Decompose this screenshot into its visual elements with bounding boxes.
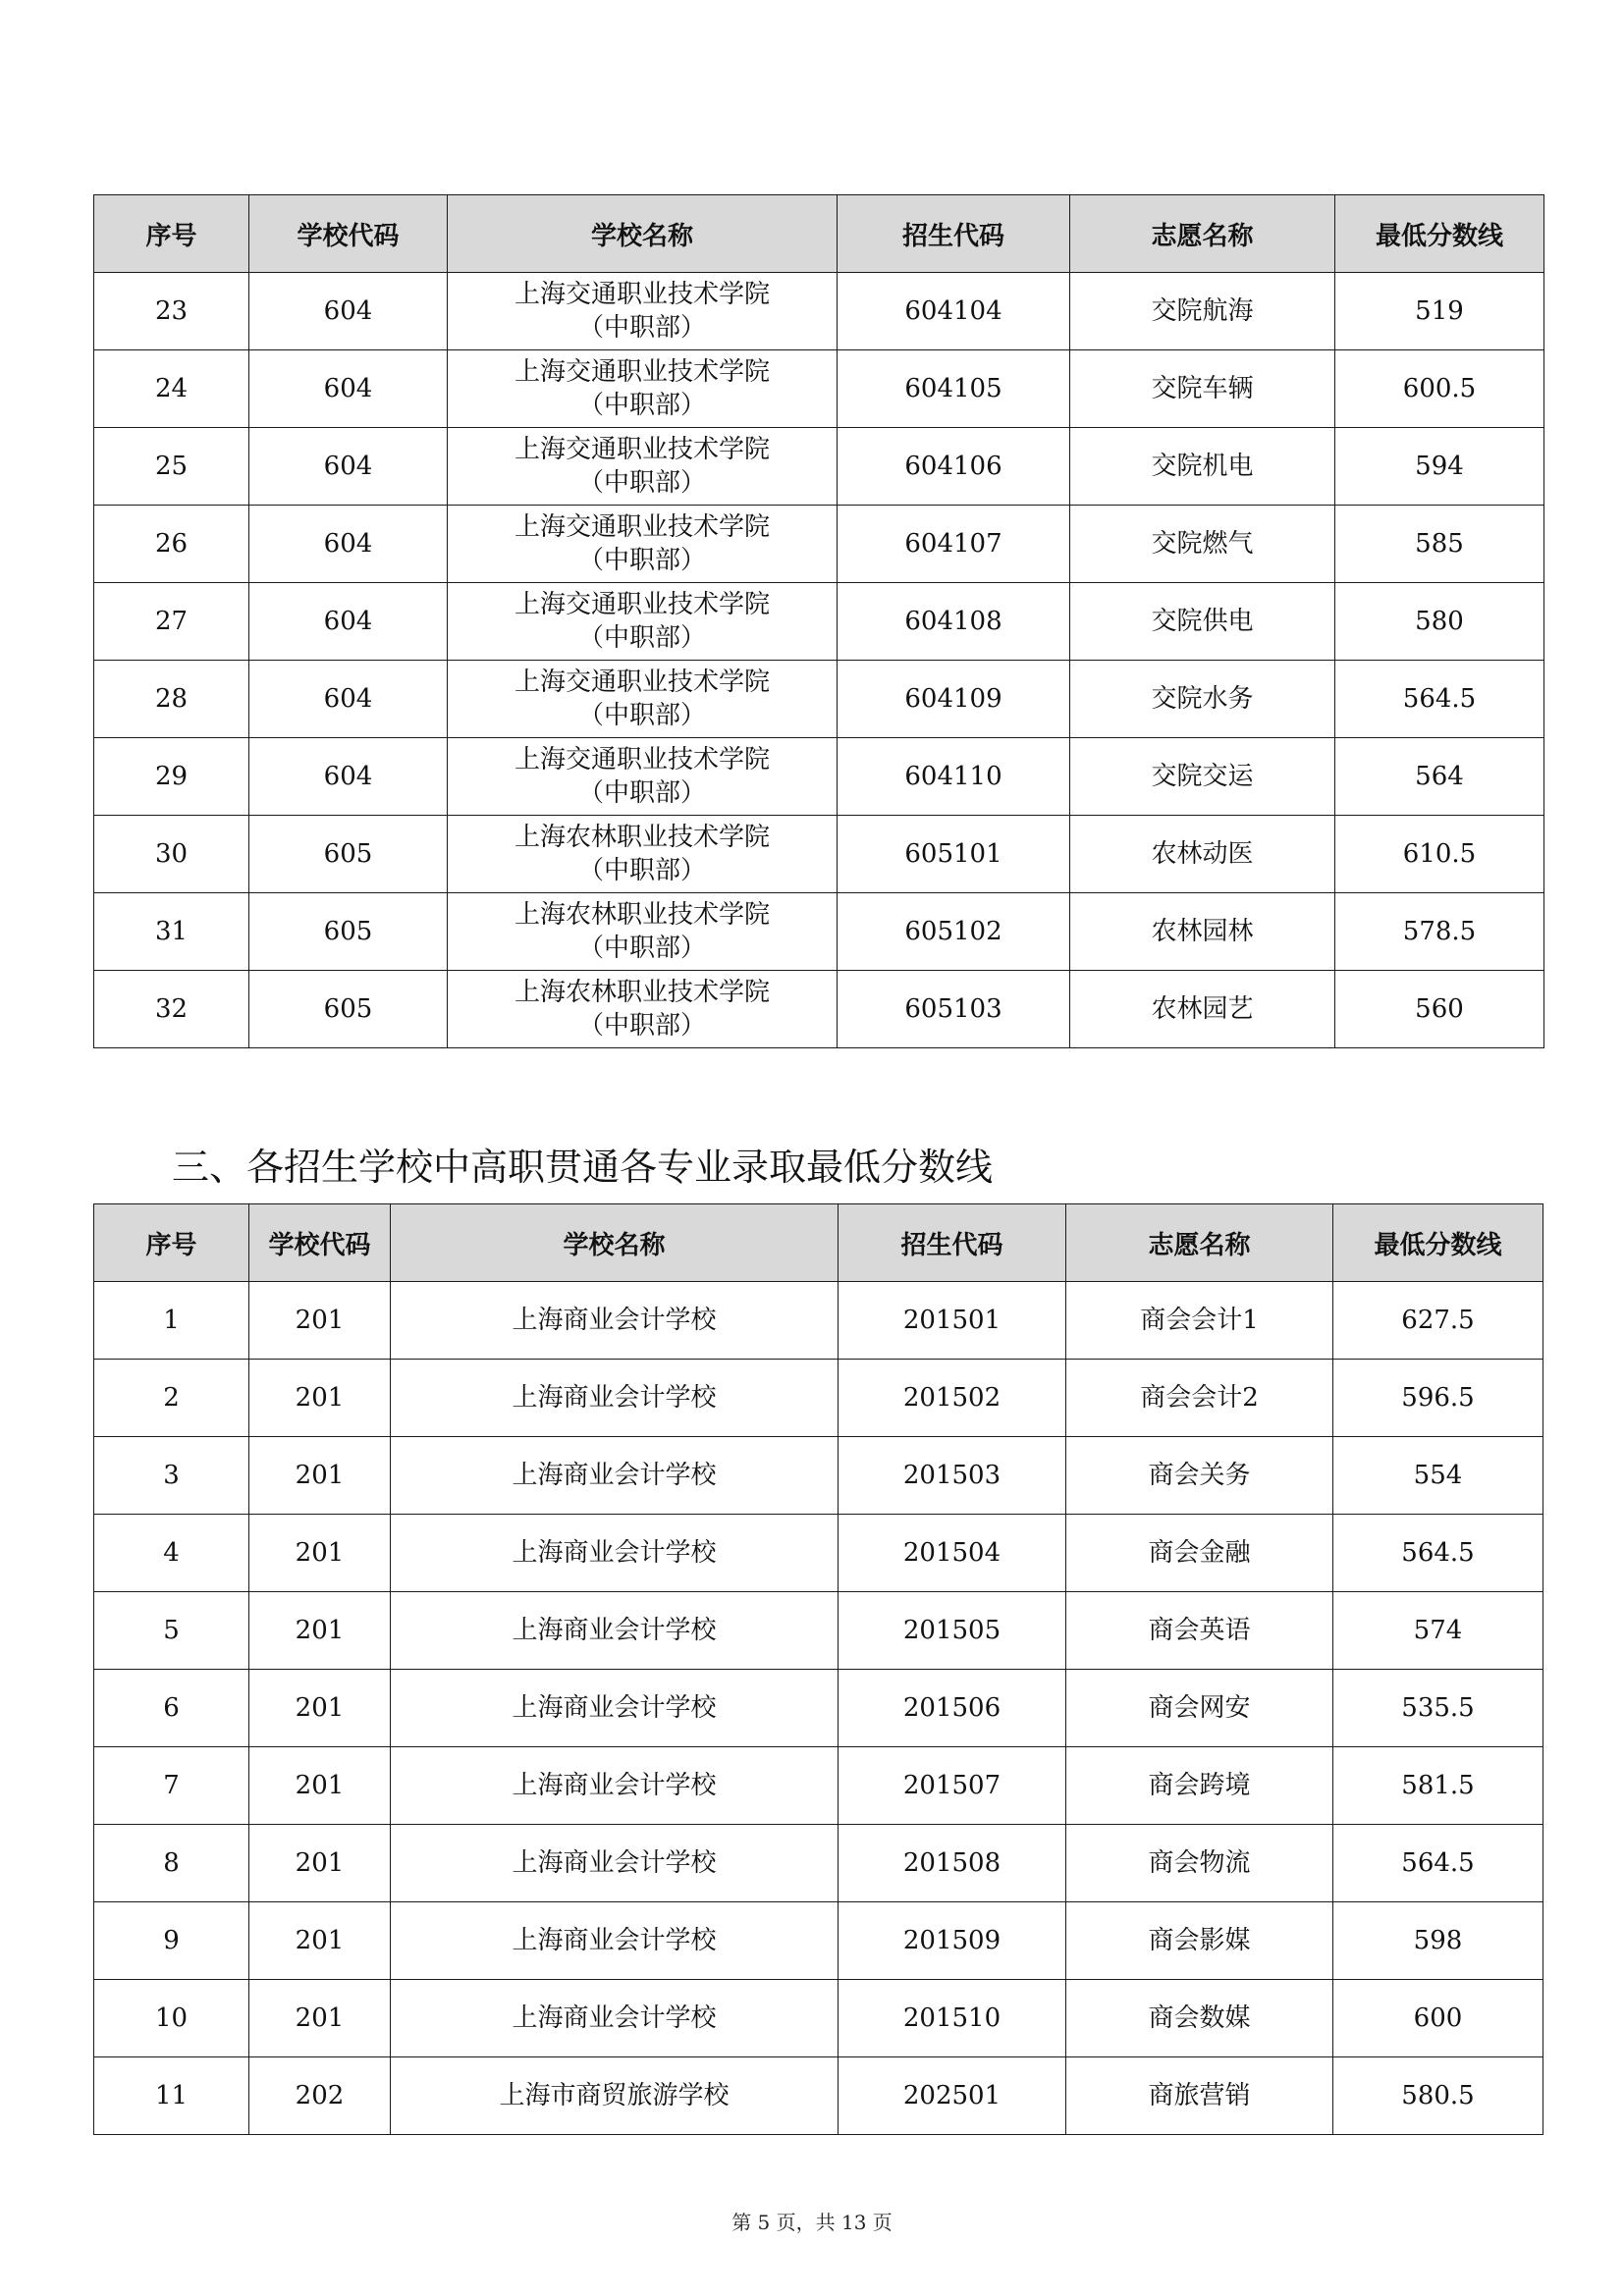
cell-enroll-code: 201505 (839, 1592, 1066, 1670)
cell-program-name: 商会关务 (1066, 1437, 1333, 1515)
cell-min-score: 580.5 (1333, 2057, 1543, 2135)
cell-school-code: 201 (249, 1282, 391, 1360)
cell-serial: 23 (94, 273, 249, 350)
cell-serial: 1 (94, 1282, 249, 1360)
table-row (94, 1747, 1543, 1825)
cell-enroll-code: 201507 (839, 1747, 1066, 1825)
header-serial: 序号 (94, 195, 249, 273)
cell-enroll-code: 605103 (838, 971, 1070, 1048)
cell-school-code: 604 (249, 738, 448, 816)
cell-min-score: 598 (1333, 1902, 1543, 1980)
cell-min-score: 564.5 (1333, 1825, 1543, 1902)
school-name-line: 上海交通职业技术学院 (514, 745, 770, 774)
cell-school-name: 上海商业会计学校 (391, 1515, 839, 1592)
table-row (94, 1282, 1543, 1360)
school-name-line: 上海农林职业技术学院 (514, 900, 770, 930)
table-row (94, 1592, 1543, 1670)
table-row (94, 273, 1544, 350)
cell-serial: 7 (94, 1747, 249, 1825)
cell-school-code: 202 (249, 2057, 391, 2135)
cell-min-score: 519 (1335, 273, 1544, 350)
school-campus-line: （中职部） (577, 468, 706, 498)
cell-serial: 6 (94, 1670, 249, 1747)
cell-school-name: 上海商业会计学校 (391, 1980, 839, 2057)
cell-serial: 26 (94, 506, 249, 583)
header-enroll-code: 招生代码 (839, 1204, 1066, 1282)
table-row (94, 971, 1544, 1048)
cell-min-score: 600 (1333, 1980, 1543, 2057)
cell-enroll-code: 604104 (838, 273, 1070, 350)
cell-serial: 4 (94, 1515, 249, 1592)
cell-min-score: 578.5 (1335, 893, 1544, 971)
cell-min-score: 594 (1335, 428, 1544, 506)
cell-serial: 24 (94, 350, 249, 428)
cell-school-name: 上海商业会计学校 (391, 1360, 839, 1437)
school-name-line: 上海交通职业技术学院 (514, 280, 770, 309)
header-school-code: 学校代码 (249, 195, 448, 273)
cell-school-code: 604 (249, 273, 448, 350)
cell-program-name: 商会英语 (1066, 1592, 1333, 1670)
admission-score-table-integrated (93, 1203, 1543, 2135)
cell-enroll-code: 605102 (838, 893, 1070, 971)
cell-school-code: 201 (249, 1825, 391, 1902)
school-name-line: 上海交通职业技术学院 (514, 512, 770, 542)
cell-serial: 11 (94, 2057, 249, 2135)
cell-school-name (448, 816, 838, 893)
school-campus-line: （中职部） (577, 778, 706, 808)
table-row (94, 506, 1544, 583)
cell-enroll-code: 604107 (838, 506, 1070, 583)
cell-serial: 8 (94, 1825, 249, 1902)
table-row (94, 1980, 1543, 2057)
cell-school-code: 604 (249, 506, 448, 583)
cell-serial: 5 (94, 1592, 249, 1670)
header-enroll-code: 招生代码 (838, 195, 1070, 273)
cell-program-name: 商会物流 (1066, 1825, 1333, 1902)
school-name-line: 上海交通职业技术学院 (514, 590, 770, 619)
cell-enroll-code: 201503 (839, 1437, 1066, 1515)
school-name-line: 上海农林职业技术学院 (514, 978, 770, 1007)
header-school-code: 学校代码 (249, 1204, 391, 1282)
table-row (94, 2057, 1543, 2135)
cell-min-score: 581.5 (1333, 1747, 1543, 1825)
cell-min-score: 564.5 (1335, 661, 1544, 738)
cell-enroll-code: 605101 (838, 816, 1070, 893)
header-school-name: 学校名称 (391, 1204, 839, 1282)
cell-school-code: 201 (249, 1592, 391, 1670)
cell-enroll-code: 201510 (839, 1980, 1066, 2057)
cell-program-name: 交院水务 (1070, 661, 1335, 738)
cell-program-name: 商会影媒 (1066, 1902, 1333, 1980)
table-row (94, 893, 1544, 971)
cell-min-score: 535.5 (1333, 1670, 1543, 1747)
school-campus-line: （中职部） (577, 856, 706, 885)
header-program-name: 志愿名称 (1070, 195, 1335, 273)
school-campus-line: （中职部） (577, 701, 706, 730)
cell-school-code: 201 (249, 1747, 391, 1825)
admission-score-table-vocational (93, 194, 1544, 1048)
cell-school-code: 604 (249, 661, 448, 738)
cell-school-name: 上海商业会计学校 (391, 1670, 839, 1747)
cell-program-name: 商会数媒 (1066, 1980, 1333, 2057)
cell-enroll-code: 201502 (839, 1360, 1066, 1437)
cell-enroll-code: 604110 (838, 738, 1070, 816)
cell-school-name (448, 893, 838, 971)
cell-school-name: 上海商业会计学校 (391, 1592, 839, 1670)
cell-min-score: 564.5 (1333, 1515, 1543, 1592)
cell-program-name: 农林园艺 (1070, 971, 1335, 1048)
cell-school-name (448, 661, 838, 738)
section-heading: 三、各招生学校中高职贯通各专业录取最低分数线 (172, 1146, 994, 1189)
table-row (94, 1825, 1543, 1902)
cell-min-score: 564 (1335, 738, 1544, 816)
cell-school-code: 604 (249, 428, 448, 506)
cell-program-name: 商会网安 (1066, 1670, 1333, 1747)
cell-enroll-code: 604109 (838, 661, 1070, 738)
cell-serial: 32 (94, 971, 249, 1048)
cell-enroll-code: 201506 (839, 1670, 1066, 1747)
cell-min-score: 560 (1335, 971, 1544, 1048)
cell-min-score: 585 (1335, 506, 1544, 583)
cell-program-name: 交院交运 (1070, 738, 1335, 816)
cell-school-code: 605 (249, 971, 448, 1048)
cell-enroll-code: 202501 (839, 2057, 1066, 2135)
cell-school-name: 上海市商贸旅游学校 (391, 2057, 839, 2135)
school-campus-line: （中职部） (577, 1011, 706, 1041)
cell-min-score: 627.5 (1333, 1282, 1543, 1360)
table-row (94, 1670, 1543, 1747)
table-row (94, 816, 1544, 893)
cell-enroll-code: 604106 (838, 428, 1070, 506)
cell-serial: 2 (94, 1360, 249, 1437)
cell-enroll-code: 604105 (838, 350, 1070, 428)
cell-school-name (448, 350, 838, 428)
school-name-line: 上海交通职业技术学院 (514, 435, 770, 464)
cell-min-score: 596.5 (1333, 1360, 1543, 1437)
cell-school-name (448, 583, 838, 661)
table-row (94, 350, 1544, 428)
table-header-row (94, 195, 1544, 273)
cell-serial: 25 (94, 428, 249, 506)
cell-serial: 30 (94, 816, 249, 893)
page-footer: 第 5 页，共 13 页 (731, 2211, 893, 2234)
cell-serial: 3 (94, 1437, 249, 1515)
cell-min-score: 580 (1335, 583, 1544, 661)
header-serial: 序号 (94, 1204, 249, 1282)
cell-enroll-code: 201508 (839, 1825, 1066, 1902)
cell-school-code: 604 (249, 350, 448, 428)
header-min-score: 最低分数线 (1335, 195, 1544, 273)
cell-program-name: 商会金融 (1066, 1515, 1333, 1592)
cell-school-name: 上海商业会计学校 (391, 1747, 839, 1825)
cell-school-code: 605 (249, 893, 448, 971)
cell-school-name (448, 506, 838, 583)
cell-program-name: 商会跨境 (1066, 1747, 1333, 1825)
header-school-name: 学校名称 (448, 195, 838, 273)
cell-school-name (448, 738, 838, 816)
cell-serial: 31 (94, 893, 249, 971)
cell-school-name: 上海商业会计学校 (391, 1437, 839, 1515)
cell-program-name: 交院车辆 (1070, 350, 1335, 428)
cell-enroll-code: 201504 (839, 1515, 1066, 1592)
cell-program-name: 商会会计2 (1066, 1360, 1333, 1437)
cell-school-name: 上海商业会计学校 (391, 1282, 839, 1360)
cell-min-score: 610.5 (1335, 816, 1544, 893)
school-campus-line: （中职部） (577, 934, 706, 963)
cell-enroll-code: 604108 (838, 583, 1070, 661)
school-campus-line: （中职部） (577, 313, 706, 343)
cell-min-score: 574 (1333, 1592, 1543, 1670)
table-row (94, 1515, 1543, 1592)
table-row (94, 661, 1544, 738)
cell-program-name: 交院航海 (1070, 273, 1335, 350)
school-campus-line: （中职部） (577, 391, 706, 420)
cell-min-score: 554 (1333, 1437, 1543, 1515)
cell-school-name (448, 273, 838, 350)
cell-program-name: 交院供电 (1070, 583, 1335, 661)
cell-school-name (448, 971, 838, 1048)
cell-school-code: 201 (249, 1515, 391, 1592)
cell-school-code: 201 (249, 1670, 391, 1747)
header-program-name: 志愿名称 (1066, 1204, 1333, 1282)
cell-school-code: 201 (249, 1437, 391, 1515)
table-row (94, 738, 1544, 816)
cell-enroll-code: 201501 (839, 1282, 1066, 1360)
cell-program-name: 商会会计1 (1066, 1282, 1333, 1360)
table-row (94, 583, 1544, 661)
cell-serial: 28 (94, 661, 249, 738)
cell-serial: 29 (94, 738, 249, 816)
cell-program-name: 交院燃气 (1070, 506, 1335, 583)
cell-school-code: 604 (249, 583, 448, 661)
cell-program-name: 交院机电 (1070, 428, 1335, 506)
cell-program-name: 农林动医 (1070, 816, 1335, 893)
cell-min-score: 600.5 (1335, 350, 1544, 428)
cell-school-code: 201 (249, 1980, 391, 2057)
table-row (94, 1902, 1543, 1980)
school-name-line: 上海交通职业技术学院 (514, 357, 770, 387)
school-campus-line: （中职部） (577, 623, 706, 653)
cell-school-name: 上海商业会计学校 (391, 1902, 839, 1980)
school-name-line: 上海农林职业技术学院 (514, 823, 770, 852)
cell-program-name: 商旅营销 (1066, 2057, 1333, 2135)
cell-serial: 10 (94, 1980, 249, 2057)
table-row (94, 1437, 1543, 1515)
table-row (94, 1360, 1543, 1437)
cell-school-code: 201 (249, 1902, 391, 1980)
cell-school-code: 201 (249, 1360, 391, 1437)
cell-school-code: 605 (249, 816, 448, 893)
table-row (94, 428, 1544, 506)
table-header-row (94, 1204, 1543, 1282)
cell-serial: 9 (94, 1902, 249, 1980)
school-name-line: 上海交通职业技术学院 (514, 667, 770, 697)
cell-enroll-code: 201509 (839, 1902, 1066, 1980)
school-campus-line: （中职部） (577, 546, 706, 575)
cell-program-name: 农林园林 (1070, 893, 1335, 971)
cell-school-name (448, 428, 838, 506)
header-min-score: 最低分数线 (1333, 1204, 1543, 1282)
cell-school-name: 上海商业会计学校 (391, 1825, 839, 1902)
cell-serial: 27 (94, 583, 249, 661)
